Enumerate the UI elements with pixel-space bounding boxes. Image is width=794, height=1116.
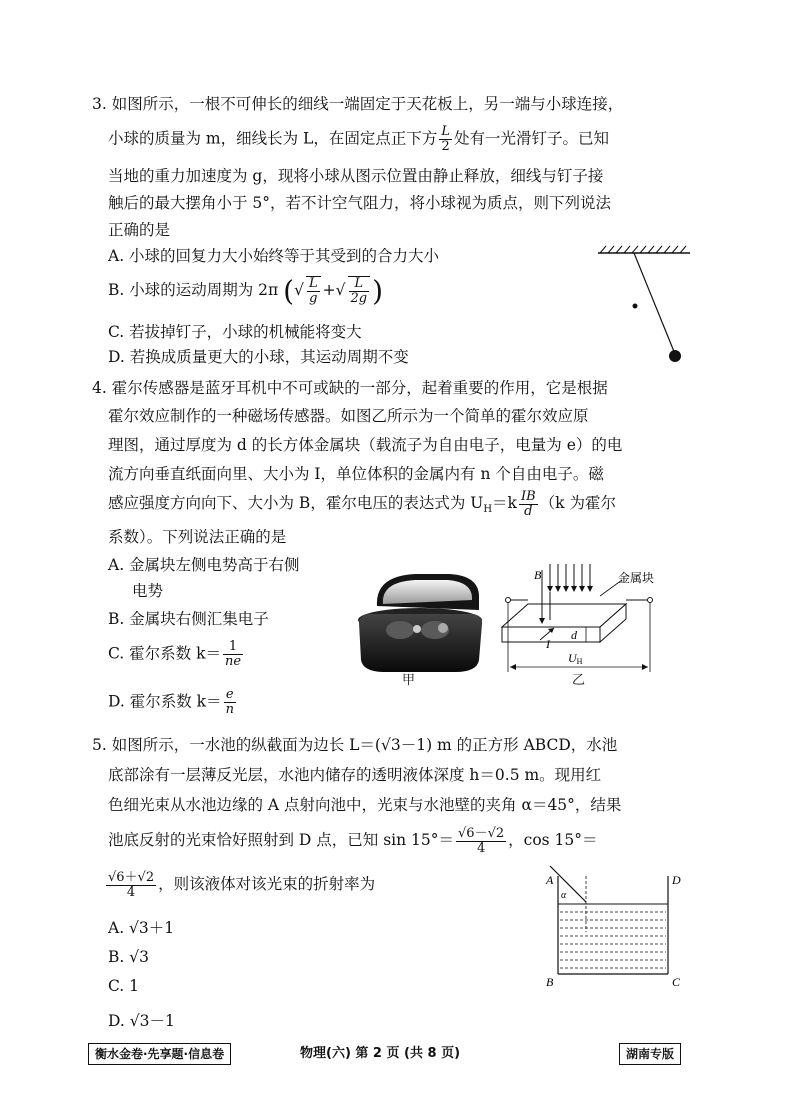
q4-line-1: 4. 霍尔传感器是蓝牙耳机中不可或缺的一部分，起着重要的作用，它是根据 bbox=[92, 379, 608, 397]
string bbox=[634, 253, 675, 354]
hall-effect-diagram bbox=[500, 562, 660, 680]
q5-option-b: B. √3 bbox=[108, 948, 149, 966]
nail bbox=[633, 304, 638, 309]
page-footer bbox=[0, 1043, 794, 1067]
q3-line-2: 小球的质量为 m，细线长为 L，在固定点正下方 $\frac{L}{2}$ 处有一光滑钉子。已知 bbox=[108, 124, 610, 154]
q3-body bbox=[108, 125, 609, 154]
label-D: D bbox=[672, 873, 681, 887]
question-3 bbox=[92, 92, 623, 117]
q5-line-2: 底部涂有一层薄反光层，水池内储存的透明液体深度 h＝0.5 m。现用红 bbox=[108, 766, 602, 784]
q3-body-2 bbox=[108, 163, 611, 244]
q3-line-1: 3. 如图所示，一根不可伸长的细线一端固定于天花板上，另一端与小球连接， bbox=[92, 95, 624, 113]
label-I: I bbox=[546, 637, 550, 651]
fig-jia-label: 甲 bbox=[402, 673, 416, 688]
q3-line-3: 当地的重力加速度为 g，现将小球从图示位置由静止释放，细线与钉子接 bbox=[108, 167, 604, 185]
q3-option-b: B. 小球的运动周期为 2π (√ $\frac{L}{g}$ +√ $\frac{L}{2g}$ ) bbox=[108, 274, 384, 308]
q4-option-c: C. 霍尔系数 k＝ $\frac{1}{ne}$ bbox=[108, 639, 242, 669]
pendulum-figure bbox=[590, 244, 710, 370]
label-alpha: α bbox=[561, 890, 567, 901]
label-B: B bbox=[534, 568, 542, 582]
q5-options bbox=[108, 914, 175, 1036]
q4-option-d: D. 霍尔系数 k＝ $\frac{e}{n}$ bbox=[108, 687, 234, 717]
footer-series: 衡水金卷·先享题·信息卷 bbox=[88, 1043, 231, 1065]
footer-page-info: 物理(六) 第 2 页 (共 8 页) bbox=[300, 1046, 461, 1061]
label-C: C bbox=[672, 975, 681, 989]
question-5 bbox=[92, 732, 617, 759]
q3-line-4: 触后的最大摆角小于 5°，若不计空气阻力，将小球视为质点，则下列说法 bbox=[108, 194, 612, 212]
q5-line-3: 色细光束从水池边缘的 A 点射向池中，光束与水池壁的夹角 α＝45°，结果 bbox=[108, 796, 622, 814]
q4-line-6: 系数）。下列说法正确的是 bbox=[108, 528, 287, 546]
q4-option-a: A. 金属块左侧电势高于右侧 bbox=[108, 556, 300, 574]
q3-options-cd bbox=[108, 320, 409, 370]
label-B: B bbox=[546, 975, 554, 989]
q4-line-5: 感应强度方向向下、大小为 B，霍尔电压的表达式为 $U_H=k$ $\frac{IB}{d}$ （k 为霍尔 bbox=[108, 488, 616, 519]
q4-line-3: 理图，通过厚度为 d 的长方体金属块（载流子为自由电子，电量为 e）的电 bbox=[108, 436, 623, 454]
label-d: d bbox=[571, 628, 577, 642]
q4-option-a-cont: 电势 bbox=[132, 582, 164, 600]
q5-line-4: 池底反射的光束恰好照射到 D 点，已知 sin 15°＝ $\frac{√6-√2}{4}$ ，cos 15°＝ bbox=[108, 825, 598, 856]
label-UH: UH bbox=[568, 651, 583, 666]
earbuds-photo bbox=[355, 568, 485, 676]
q5-option-a: A. √3＋1 bbox=[108, 919, 175, 937]
question-4 bbox=[92, 375, 608, 402]
q5-body bbox=[108, 760, 621, 820]
q4-line-2: 霍尔效应制作的一种磁场传感器。如图乙所示为一个简单的霍尔效应原 bbox=[108, 407, 589, 425]
fraction-L-over-2: $\frac{L}{2}$ bbox=[441, 124, 450, 154]
q5-option-d: D. √3－1 bbox=[108, 1012, 175, 1030]
q4-body bbox=[108, 402, 622, 489]
q4-option-b: B. 金属块右侧汇集电子 bbox=[108, 610, 269, 628]
q5-line-1: 5. 如图所示，一水池的纵截面为边长 L＝(√3－1) m 的正方形 ABCD，水池 bbox=[92, 736, 618, 754]
q3-option-a: A. 小球的回复力大小始终等于其受到的合力大小 bbox=[108, 247, 440, 265]
label-A: A bbox=[546, 873, 554, 887]
q4-options bbox=[108, 552, 300, 632]
fig-yi-label: 乙 bbox=[572, 673, 586, 688]
q3-options bbox=[108, 244, 439, 269]
pool-diagram bbox=[540, 862, 690, 992]
q3-option-c: C. 若拔掉钉子，小球的机械能将变大 bbox=[108, 323, 362, 341]
label-block: 金属块 bbox=[618, 571, 655, 585]
q4-line-4: 流方向垂直纸面向里、大小为 I，单位体积的金属内有 n 个自由电子。磁 bbox=[108, 465, 604, 483]
footer-edition: 湖南专版 bbox=[619, 1043, 681, 1065]
q3-line-5: 正确的是 bbox=[108, 221, 171, 239]
q3-option-d: D. 若换成质量更大的小球，其运动周期不变 bbox=[108, 348, 409, 366]
ball bbox=[669, 350, 681, 362]
q5-line-5: $\frac{√6+√2}{4}$ ，则该液体对该光束的折射率为 bbox=[108, 869, 376, 900]
q5-option-c: C. 1 bbox=[108, 977, 140, 995]
light-beam bbox=[550, 866, 586, 902]
